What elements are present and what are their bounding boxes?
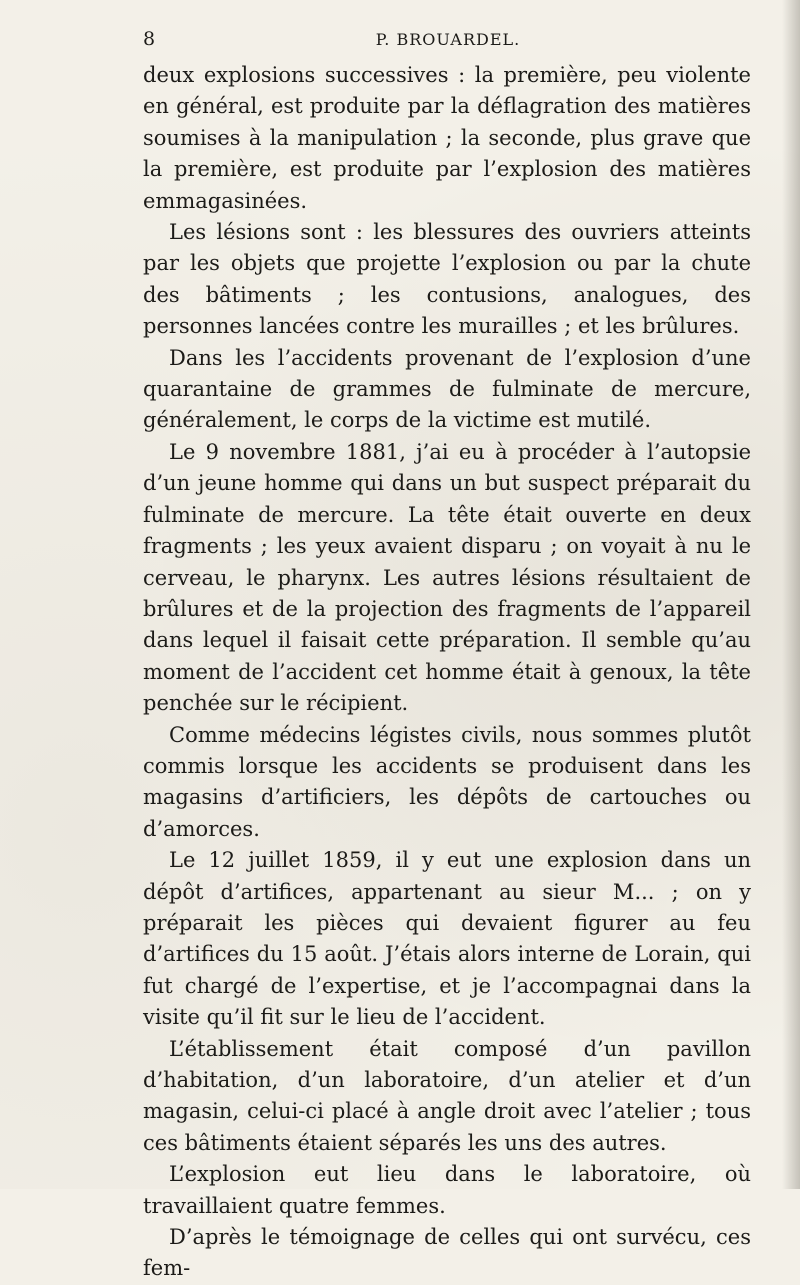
paragraph: Le 12 juillet 1859, il y eut une explosion dans un dépôt d’artifices, appartenant au sieur M... ; on y préparait les pièces qui devaient figurer au feu d’artifices du 15 août. J’étais alors interne de Lorain, qui fut chargé de l’expertise, et je l’accompagnai dans la visite qu’il fit sur le lieu de l’accident. (143, 848, 751, 1030)
paragraph: L’explosion eut lieu dans le laboratoire, où travaillaient quatre femmes. (143, 1162, 751, 1218)
page-number: 8 (143, 28, 156, 50)
body-text (143, 60, 751, 1285)
paragraph-continued: deux explosions successives : la première, peu violente en général, est produite par la déflagration des matières soumises à la manipulation ; la seconde, plus grave que la première, est produite par l’explosion des matières emmagasinées. (143, 63, 751, 213)
page-edge-shadow (782, 0, 800, 1189)
paragraph: Dans les l’accidents provenant de l’explosion d’une quarantaine de grammes de fulminate de mercure, généralement, le corps de la victime est mutilé. (143, 345, 751, 433)
paragraph: Comme médecins légistes civils, nous sommes plutôt commis lorsque les accidents se produisent dans les magasins d’artificiers, les dépôts de cartouches ou d’amorces. (143, 722, 751, 841)
paragraph: Les lésions sont : les blessures des ouvriers atteints par les objets que projette l’explosion ou par la chute des bâtiments ; les contusions, analogues, des personnes lancées contre les murailles ; et les brûlures. (143, 220, 751, 339)
paragraph: L’établissement était composé d’un pavillon d’habitation, d’un laboratoire, d’un atelier et d’un magasin, celui-ci placé à angle droit avec l’atelier ; tous ces bâtiments étaient séparés les uns des autres. (143, 1036, 751, 1155)
paragraph-truncated: D’après le témoignage de celles qui ont survécu, ces fem- (143, 1225, 751, 1281)
page-header (143, 28, 753, 58)
paragraph: Le 9 novembre 1881, j’ai eu à procéder à l’autopsie d’un jeune homme qui dans un but suspect préparait du fulminate de mercure. La tête était ouverte en deux fragments ; les yeux avaient disparu ; on voyait à nu le cerveau, le pharynx. Les autres lésions résultaient de brûlures et de la projection des fragments de l’appareil dans lequel il faisait cette préparation. Il semble qu’au moment de l’accident cet homme était à genoux, la tête penchée sur le récipient. (143, 439, 751, 716)
running-head: P. BROUARDEL. (375, 30, 521, 49)
